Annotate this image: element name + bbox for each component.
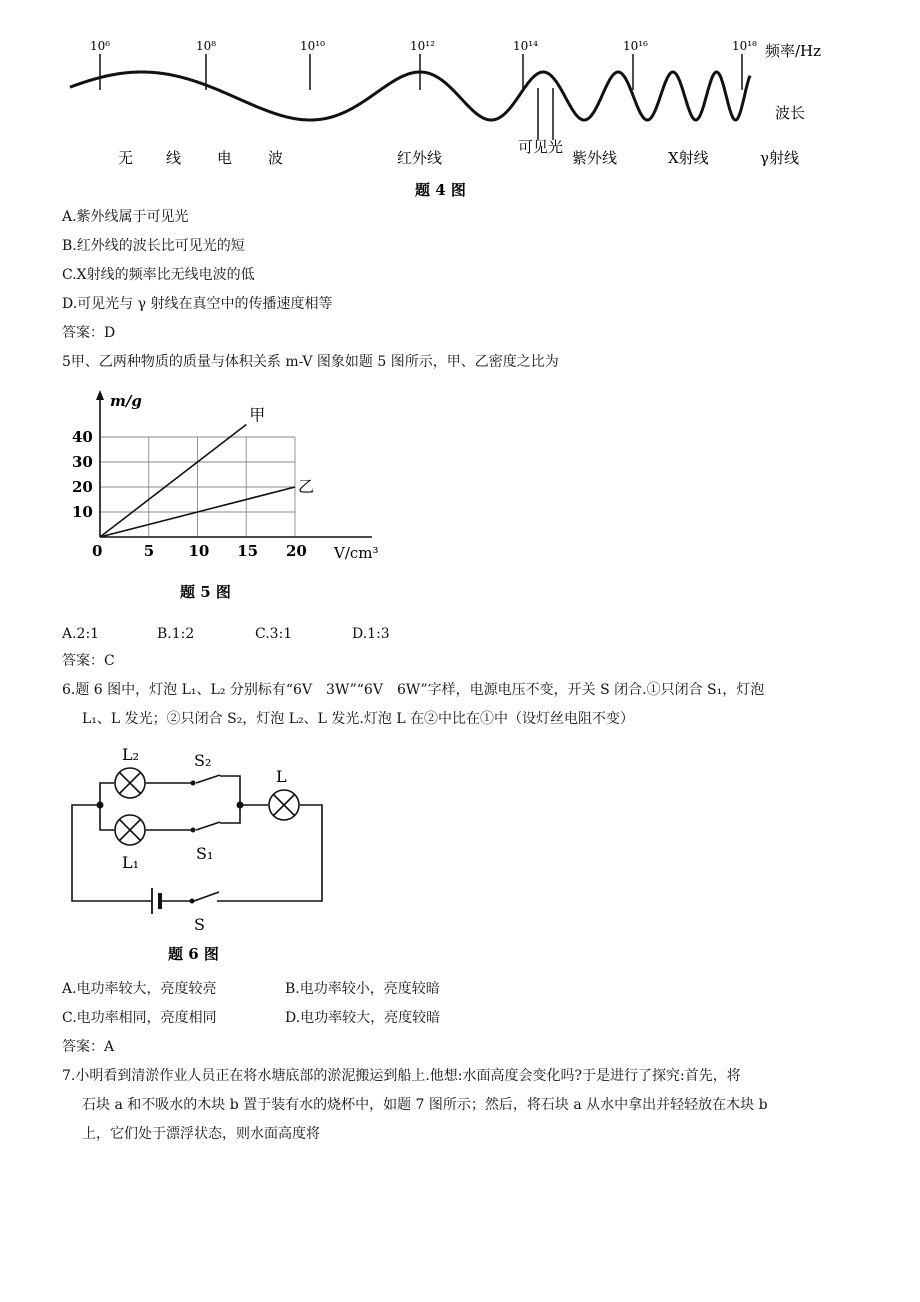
freq-label-0: 10⁶: [90, 39, 111, 53]
q4-answer: 答案：D: [62, 325, 116, 341]
label-l2: L₂: [122, 745, 140, 764]
wire-right: [217, 805, 322, 901]
q4-option-a: A.紫外线属于可见光: [62, 209, 189, 225]
label-l: L: [276, 767, 287, 786]
band-gamma: γ射线: [760, 149, 799, 167]
q6-option-a: A.电功率较大，亮度较亮: [62, 981, 217, 997]
switch-s2-blade: [196, 775, 220, 783]
wire-branch-bottom: [100, 805, 114, 830]
q5-option-b: B.1:2: [157, 626, 195, 642]
wavelength-label: 波长: [775, 104, 806, 122]
band-radio-4: 波: [268, 149, 284, 167]
mv-chart: [62, 382, 402, 610]
series-line-0: [100, 425, 246, 538]
q6-options-row2: [62, 1009, 440, 1027]
q5-stem: 5甲、乙两种物质的质量与体积关系 m-V 图象如题 5 图所示，甲、乙密度之比为: [62, 354, 559, 370]
wire-s1-node: [220, 805, 240, 823]
circuit-diagram: [62, 738, 342, 970]
x-tick-label-0: 5: [143, 542, 155, 560]
band-ultraviolet: 紫外线: [572, 149, 618, 167]
node-left: [97, 802, 104, 809]
label-s2: S₂: [194, 751, 212, 770]
frequency-unit-label: 频率/Hz: [765, 42, 822, 60]
freq-label-4: 10¹⁴: [513, 39, 538, 53]
x-tick-label-2: 15: [237, 542, 259, 560]
q6-option-c: C.电功率相同，亮度相同: [62, 1010, 217, 1026]
switch-s-blade: [194, 892, 219, 901]
figure-6-caption: 题 6 图: [168, 945, 219, 963]
q5-options: [62, 625, 390, 643]
label-s: S: [194, 915, 205, 934]
series-label-1: 乙: [298, 477, 315, 496]
band-xray: X射线: [668, 149, 709, 167]
freq-label-5: 10¹⁶: [623, 39, 648, 53]
spectrum-wave: [70, 72, 750, 120]
q5-answer: 答案：C: [62, 653, 115, 669]
q6-stem-line1: 6.题 6 图中，灯泡 L₁、L₂ 分别标有“6V 3W”“6V 6W”字样，电源电压不变，开关 S 闭合.①只闭合 S₁，灯泡: [62, 682, 765, 698]
q6-option-d: D.电功率较大，亮度较暗: [285, 1010, 441, 1026]
origin-label: 0: [92, 542, 103, 560]
x-tick-label-3: 20: [286, 542, 307, 560]
q6-answer: 答案：A: [62, 1039, 115, 1055]
y-tick-label-2: 30: [72, 453, 93, 471]
y-tick-label-3: 40: [72, 428, 93, 446]
q6-option-b: B.电功率较小，亮度较暗: [285, 981, 440, 997]
figure-4-caption: 题 4 图: [415, 181, 466, 199]
wire-s2-node: [220, 776, 240, 805]
q7-line3: 上，它们处于漂浮状态，则水面高度将: [82, 1126, 320, 1142]
q6-options-row1: [62, 980, 440, 998]
y-tick-label-0: 10: [72, 503, 93, 521]
band-infrared: 红外线: [397, 149, 443, 167]
x-tick-label-1: 10: [188, 542, 210, 560]
freq-label-6: 10¹⁸: [732, 39, 757, 53]
band-visible: 可见光: [518, 138, 564, 156]
label-l1: L₁: [122, 853, 140, 872]
q4-option-c: C.X射线的频率比无线电波的低: [62, 267, 255, 283]
band-radio-1: 无: [118, 149, 134, 167]
series-label-0: 甲: [249, 405, 266, 425]
y-tick-label-1: 20: [72, 478, 93, 496]
q5-option-d: D.1:3: [352, 626, 390, 642]
q4-option-d: D.可见光与 γ 射线在真空中的传播速度相等: [62, 296, 333, 312]
q5-option-a: A.2:1: [62, 626, 100, 642]
y-axis-label: m/g: [110, 392, 142, 410]
q5-option-c: C.3:1: [255, 626, 293, 642]
band-radio-3: 电: [217, 149, 233, 167]
wire-branch-top: [100, 783, 114, 805]
x-axis-label: V/cm³: [334, 544, 379, 562]
freq-label-2: 10¹⁰: [300, 39, 325, 53]
node-right: [237, 802, 244, 809]
band-radio-2: 线: [166, 149, 182, 167]
q4-option-b: B.红外线的波长比可见光的短: [62, 238, 245, 254]
freq-label-1: 10⁸: [196, 39, 217, 53]
q7-line2: 石块 a 和不吸水的木块 b 置于装有水的烧杯中，如题 7 图所示；然后，将石块 a 从水中拿出并轻轻放在木块 b: [82, 1097, 768, 1113]
freq-label-3: 10¹²: [410, 39, 435, 53]
y-axis-arrow: [96, 390, 104, 400]
q6-stem-line2: L₁、L 发光；②只闭合 S₂，灯泡 L₂、L 发光.灯泡 L 在②中比在①中（设灯丝电阻不变）: [82, 711, 635, 727]
figure-5-caption: 题 5 图: [180, 583, 231, 601]
q7-line1: 7.小明看到清淤作业人员正在将水塘底部的淤泥搬运到船上.他想:水面高度会变化吗?于是进行了探究:首先，将: [62, 1068, 741, 1084]
spectrum-figure: [60, 30, 850, 205]
switch-s1-blade: [196, 822, 220, 830]
label-s1: S₁: [196, 844, 214, 863]
